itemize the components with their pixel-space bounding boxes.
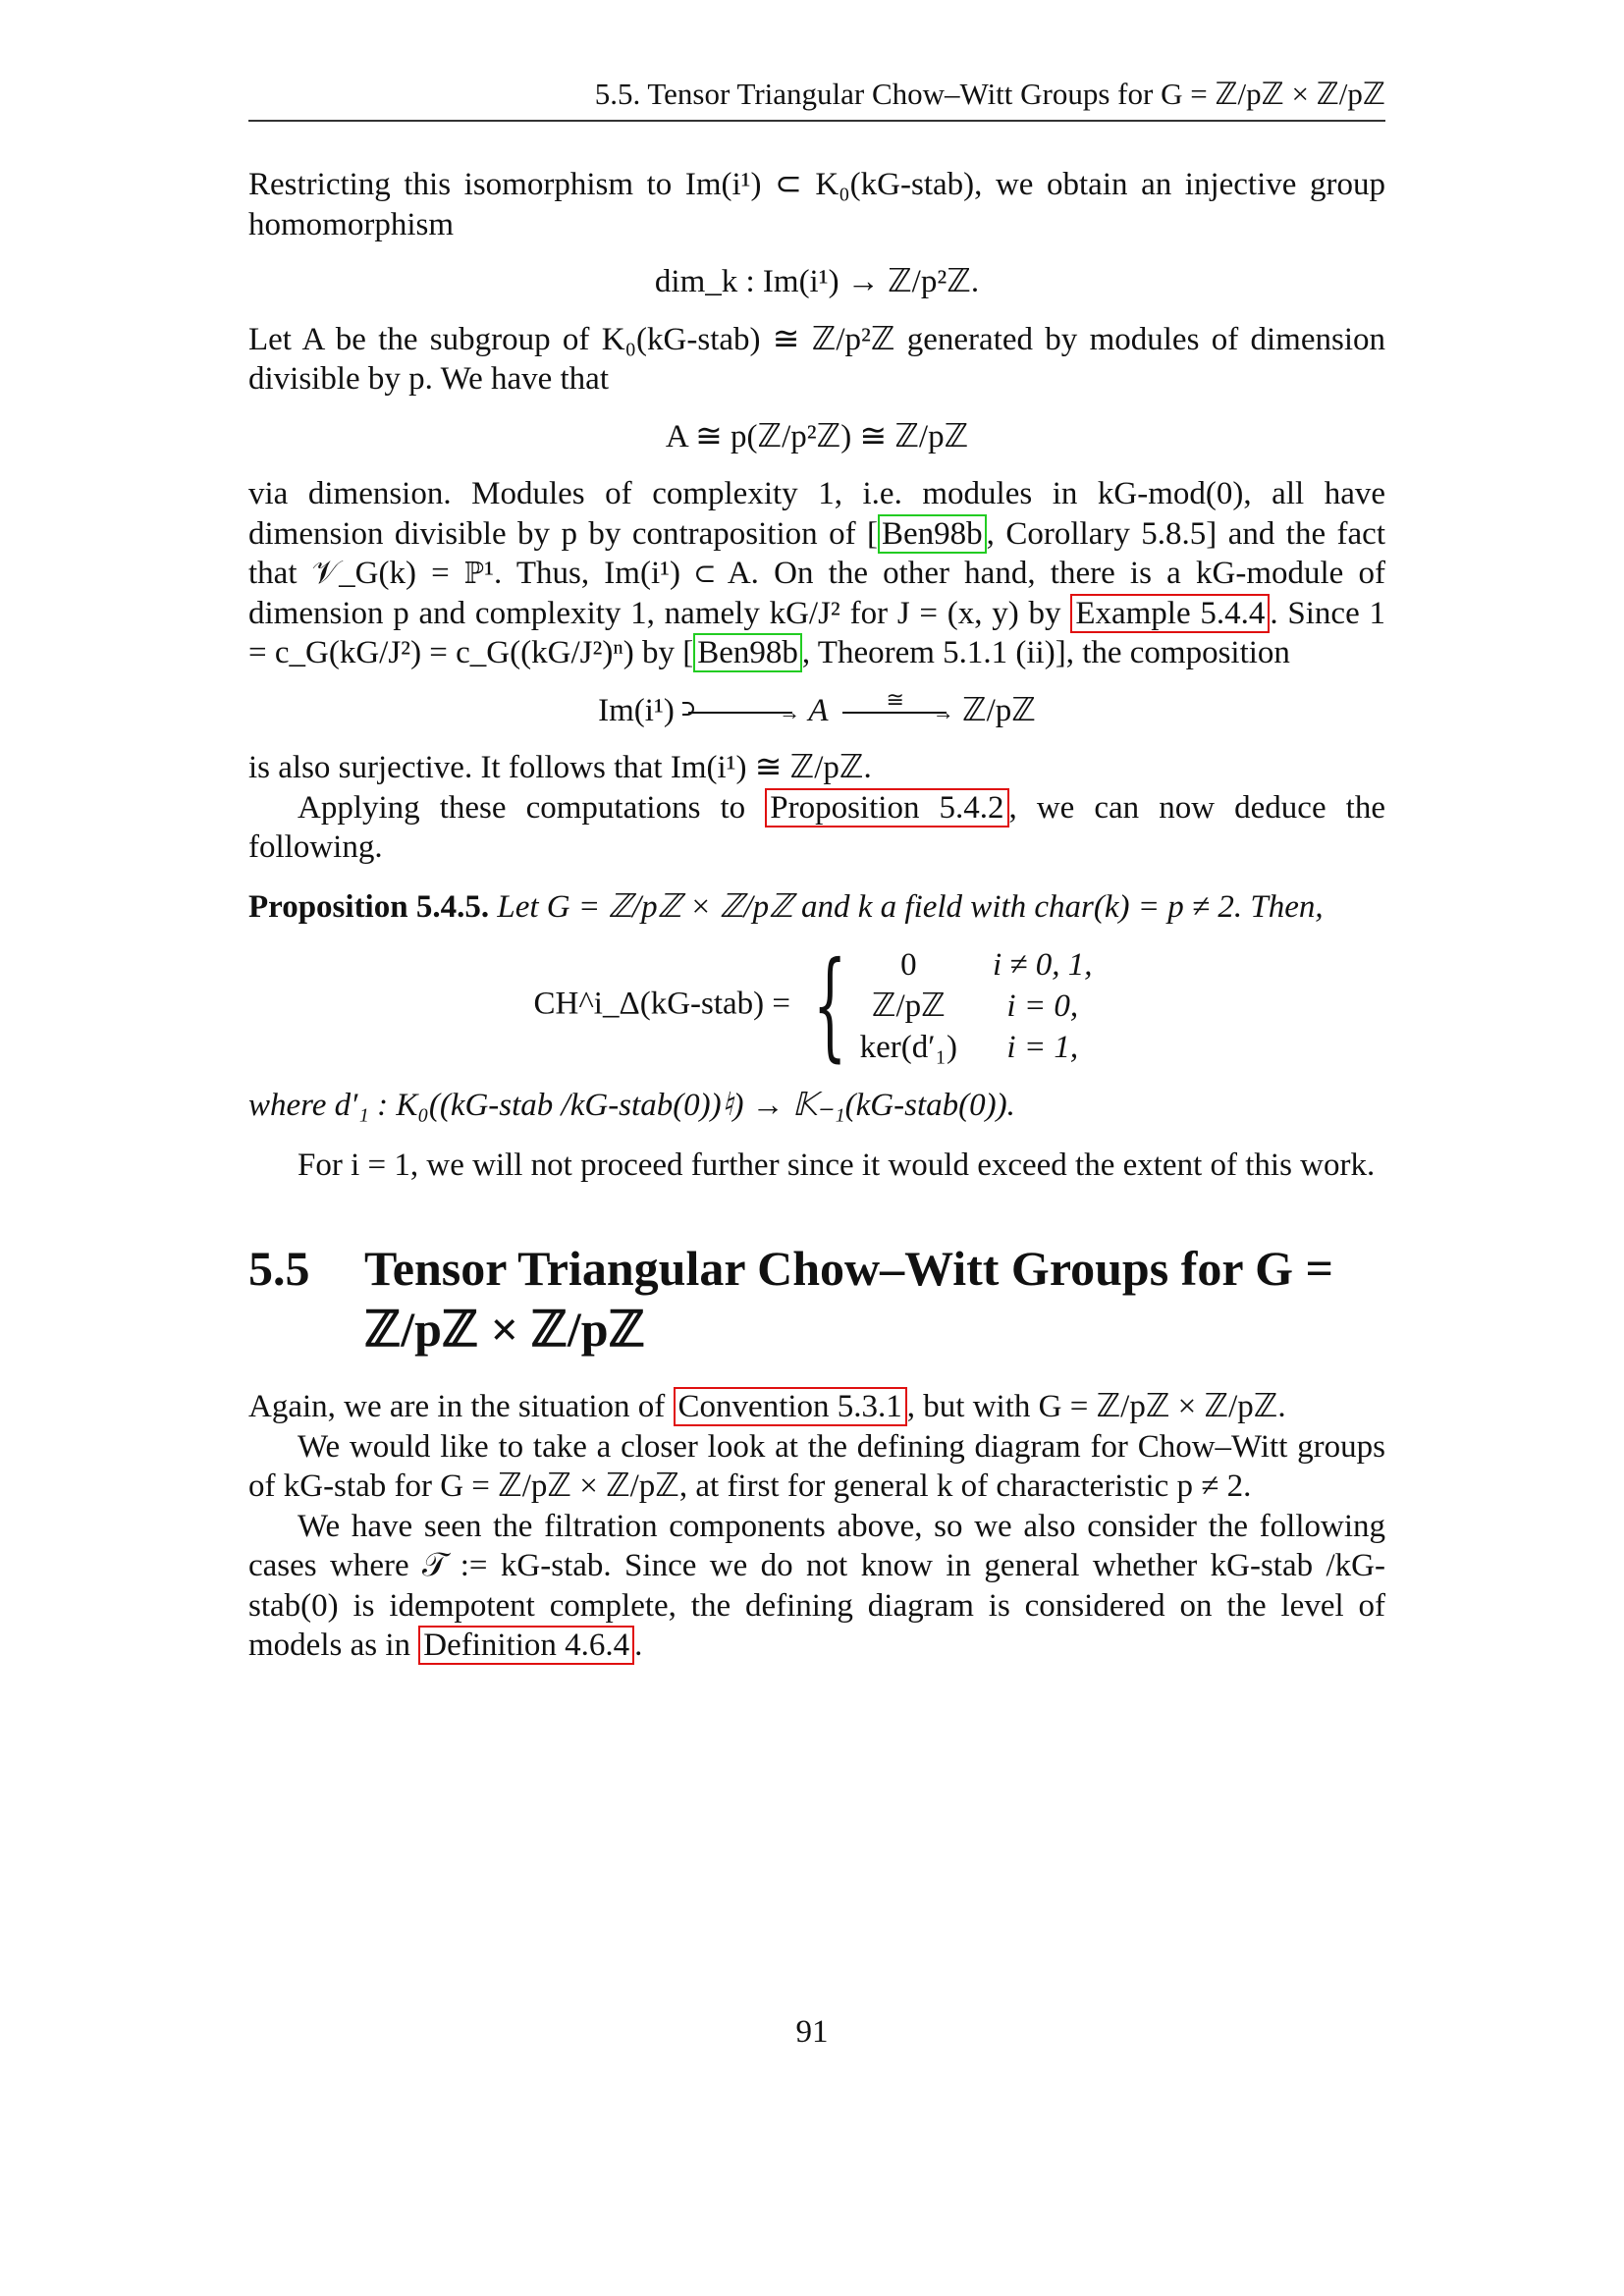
- equation-composition: [248, 686, 1385, 731]
- text-segment: , but with G = ℤ/pℤ × ℤ/pℤ.: [906, 1389, 1286, 1424]
- left-brace-icon: {: [813, 937, 847, 1074]
- paragraph-subgroup: Let A be the subgroup of K₀(kG-stab) ≅ ℤ/p²ℤ generated by modules of dimension divisible by p. We have that: [248, 321, 1385, 397]
- case-condition: i = 1,: [1006, 1029, 1079, 1065]
- example-link[interactable]: Example 5.4.4: [1070, 594, 1270, 633]
- text-segment: , we can now deduce the following.: [248, 789, 1385, 865]
- proposition-statement: Let G = ℤ/pℤ × ℤ/pℤ and k a field with char(k) = p ≠ 2. Then,: [497, 888, 1324, 925]
- paragraph-again: [248, 1387, 1385, 1427]
- definition-link[interactable]: Definition 4.6.4: [418, 1626, 634, 1665]
- paragraph-restricting: Restricting this isomorphism to Im(i¹) ⊂ K₀(kG-stab), we obtain an injective group homomorphism: [248, 167, 1385, 242]
- proposition: [248, 887, 1385, 928]
- text-segment: , Corollary 5.8.5] and the fact that 𝒱_G(k) = ℙ¹. Thus, Im(i¹) ⊂ A. On the other hand, there is a kG-module of dimension p and complexity 1, namely kG/J² for J = (x, y) by: [248, 515, 1385, 631]
- paragraph-filtration: [248, 1507, 1385, 1666]
- body-text: [248, 165, 1385, 1666]
- running-head: 5.5. Tensor Triangular Chow–Witt Groups for G = ℤ/pℤ × ℤ/pℤ: [594, 77, 1385, 111]
- case-value: 0: [900, 946, 917, 983]
- case-row: [860, 944, 1101, 986]
- equation-dim: dim_k : Im(i¹) → ℤ/p²ℤ.: [654, 264, 980, 299]
- text-segment: .: [634, 1628, 643, 1663]
- text-segment: Applying these computations to: [298, 789, 766, 826]
- section-number: 5.5: [248, 1241, 310, 1296]
- text-segment: We have seen the filtration components above, so we also consider the following cases where 𝒯 := kG-stab. Since we do not know in general whether kG-stab /kG-stab(0) is idempotent complete, the defining diagram is considered on the level of models as in: [248, 1508, 1385, 1663]
- text-segment: via dimension. Modules of complexity 1, i.e. modules in kG-mod(0), all have dimension divisible by p by contraposition of [: [248, 476, 1385, 552]
- case-row: [860, 1027, 1101, 1068]
- cases-block: [798, 937, 1100, 1074]
- equation-cases: [248, 937, 1385, 1074]
- iso-label: ≅: [886, 686, 904, 712]
- text-segment: , Theorem 5.1.1 (ii)], the composition: [801, 635, 1290, 670]
- paragraph-surjective: is also surjective. It follows that Im(i¹) ≅ ℤ/pℤ.: [248, 750, 872, 785]
- case-condition: i ≠ 0, 1,: [992, 946, 1093, 983]
- cases-table: [860, 944, 1101, 1068]
- hook-arrow-icon: →: [682, 698, 800, 727]
- proposition-label: Proposition 5.4.5.: [248, 888, 490, 925]
- section-heading: [248, 1238, 1385, 1360]
- composition-target: ℤ/pℤ: [962, 692, 1036, 728]
- case-condition: i = 0,: [1006, 988, 1079, 1024]
- iso-arrow-icon: ≅ →: [837, 698, 954, 727]
- section-title: Tensor Triangular Chow–Witt Groups for G = ℤ/pℤ × ℤ/pℤ: [364, 1241, 1334, 1357]
- proposition-link[interactable]: Proposition 5.4.2: [765, 788, 1008, 828]
- text-segment: Again, we are in the situation of: [248, 1389, 674, 1424]
- paragraph-dimension: [248, 474, 1385, 673]
- page-number: 91: [795, 2014, 829, 2050]
- header-rule: [248, 120, 1385, 122]
- equation-a-iso: A ≅ p(ℤ/p²ℤ) ≅ ℤ/pℤ: [665, 418, 969, 454]
- proposition-where: where d′₁ : K₀((kG-stab /kG-stab(0))♮) → 𝕂₋₁(kG-stab(0)).: [248, 1088, 1015, 1123]
- text-segment: . Since 1 = c_G(kG/J²) = c_G((kG/J²)ⁿ) by [: [248, 595, 1385, 670]
- case-value: ker(d′₁): [859, 1029, 957, 1065]
- cases-lhs: CH^i_Δ(kG-stab) =: [533, 986, 791, 1022]
- citation-link[interactable]: Ben98b: [878, 514, 987, 554]
- composition-source: Im(i¹): [598, 692, 675, 728]
- paragraph-applying: [248, 788, 1385, 868]
- composition-middle: A: [808, 692, 829, 728]
- case-row: [860, 986, 1101, 1027]
- convention-link[interactable]: Convention 5.3.1: [674, 1387, 907, 1426]
- citation-link[interactable]: Ben98b: [693, 633, 802, 672]
- paragraph-for-i: For i = 1, we will not proceed further since it would exceed the extent of this work.: [298, 1147, 1376, 1183]
- paragraph-closer-look: We would like to take a closer look at the defining diagram for Chow–Witt groups of kG-stab for G = ℤ/pℤ × ℤ/pℤ, at first for general k of characteristic p ≠ 2.: [248, 1428, 1385, 1504]
- case-value: ℤ/pℤ: [871, 988, 946, 1024]
